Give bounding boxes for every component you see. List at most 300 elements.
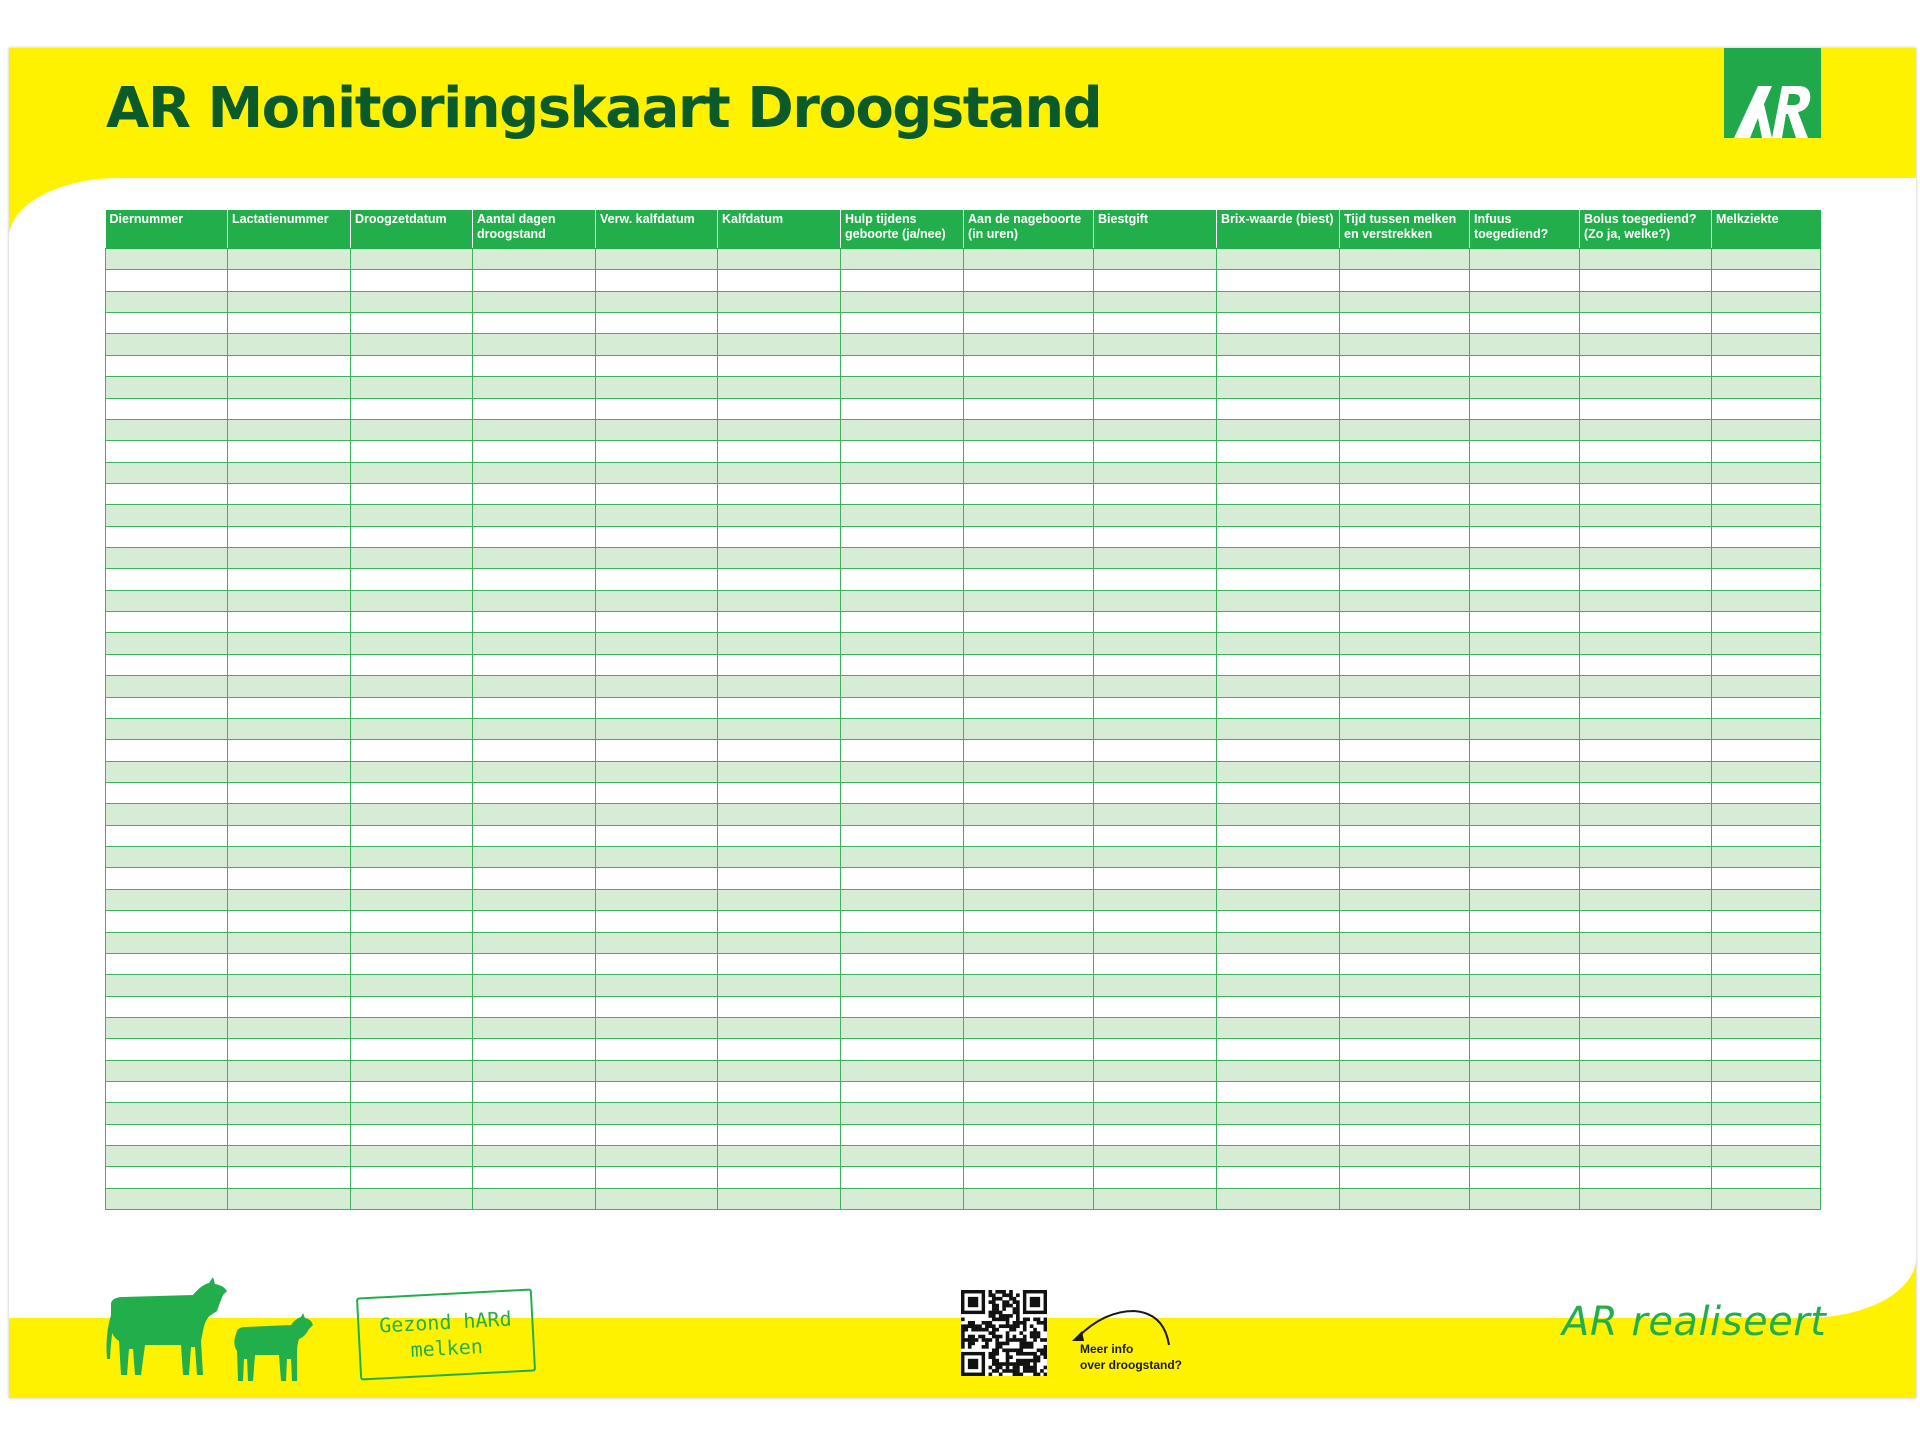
table-cell[interactable] bbox=[1712, 441, 1821, 462]
table-cell[interactable] bbox=[718, 1082, 841, 1103]
table-cell[interactable] bbox=[841, 1082, 964, 1103]
table-cell[interactable] bbox=[1580, 1124, 1712, 1145]
table-cell[interactable] bbox=[718, 932, 841, 953]
table-cell[interactable] bbox=[1470, 953, 1580, 974]
table-cell[interactable] bbox=[1470, 548, 1580, 569]
table-cell[interactable] bbox=[718, 249, 841, 270]
table-cell[interactable] bbox=[106, 1146, 228, 1167]
table-cell[interactable] bbox=[1340, 590, 1470, 611]
table-cell[interactable] bbox=[228, 249, 351, 270]
table-cell[interactable] bbox=[1094, 825, 1217, 846]
table-cell[interactable] bbox=[964, 1017, 1094, 1038]
table-cell[interactable] bbox=[473, 654, 596, 675]
table-cell[interactable] bbox=[1217, 548, 1340, 569]
table-cell[interactable] bbox=[473, 526, 596, 547]
table-cell[interactable] bbox=[228, 398, 351, 419]
table-cell[interactable] bbox=[1470, 569, 1580, 590]
table-cell[interactable] bbox=[964, 718, 1094, 739]
table-cell[interactable] bbox=[351, 462, 473, 483]
table-cell[interactable] bbox=[1712, 1017, 1821, 1038]
table-cell[interactable] bbox=[841, 1017, 964, 1038]
table-cell[interactable] bbox=[1580, 804, 1712, 825]
table-cell[interactable] bbox=[1712, 1082, 1821, 1103]
table-cell[interactable] bbox=[1470, 590, 1580, 611]
table-cell[interactable] bbox=[351, 483, 473, 504]
table-cell[interactable] bbox=[473, 462, 596, 483]
table-cell[interactable] bbox=[964, 419, 1094, 440]
table-cell[interactable] bbox=[228, 633, 351, 654]
table-cell[interactable] bbox=[1217, 676, 1340, 697]
table-cell[interactable] bbox=[106, 633, 228, 654]
table-cell[interactable] bbox=[351, 249, 473, 270]
table-cell[interactable] bbox=[351, 1146, 473, 1167]
table-cell[interactable] bbox=[718, 804, 841, 825]
table-cell[interactable] bbox=[1712, 654, 1821, 675]
table-cell[interactable] bbox=[718, 483, 841, 504]
table-cell[interactable] bbox=[351, 1103, 473, 1124]
table-cell[interactable] bbox=[1580, 932, 1712, 953]
table-cell[interactable] bbox=[1712, 804, 1821, 825]
table-cell[interactable] bbox=[473, 1124, 596, 1145]
table-cell[interactable] bbox=[106, 441, 228, 462]
table-cell[interactable] bbox=[1470, 270, 1580, 291]
table-cell[interactable] bbox=[1217, 590, 1340, 611]
table-cell[interactable] bbox=[1340, 441, 1470, 462]
table-cell[interactable] bbox=[1094, 398, 1217, 419]
table-cell[interactable] bbox=[1580, 761, 1712, 782]
table-cell[interactable] bbox=[351, 1124, 473, 1145]
table-cell[interactable] bbox=[596, 590, 718, 611]
table-cell[interactable] bbox=[1712, 377, 1821, 398]
table-cell[interactable] bbox=[718, 377, 841, 398]
table-cell[interactable] bbox=[1580, 825, 1712, 846]
table-cell[interactable] bbox=[596, 932, 718, 953]
table-cell[interactable] bbox=[1340, 334, 1470, 355]
table-cell[interactable] bbox=[1712, 483, 1821, 504]
table-cell[interactable] bbox=[228, 1167, 351, 1188]
table-cell[interactable] bbox=[964, 761, 1094, 782]
table-cell[interactable] bbox=[964, 889, 1094, 910]
table-cell[interactable] bbox=[718, 355, 841, 376]
table-cell[interactable] bbox=[1470, 804, 1580, 825]
table-cell[interactable] bbox=[1712, 911, 1821, 932]
table-cell[interactable] bbox=[964, 1167, 1094, 1188]
table-cell[interactable] bbox=[351, 825, 473, 846]
table-cell[interactable] bbox=[1580, 462, 1712, 483]
table-cell[interactable] bbox=[1470, 1082, 1580, 1103]
table-cell[interactable] bbox=[841, 847, 964, 868]
table-cell[interactable] bbox=[106, 1060, 228, 1081]
table-cell[interactable] bbox=[351, 1060, 473, 1081]
table-cell[interactable] bbox=[1340, 419, 1470, 440]
table-cell[interactable] bbox=[106, 334, 228, 355]
table-cell[interactable] bbox=[106, 249, 228, 270]
table-cell[interactable] bbox=[1712, 1167, 1821, 1188]
table-cell[interactable] bbox=[1580, 334, 1712, 355]
table-cell[interactable] bbox=[1580, 996, 1712, 1017]
table-cell[interactable] bbox=[718, 334, 841, 355]
table-cell[interactable] bbox=[718, 526, 841, 547]
table-cell[interactable] bbox=[596, 526, 718, 547]
table-cell[interactable] bbox=[106, 1124, 228, 1145]
table-cell[interactable] bbox=[964, 1146, 1094, 1167]
table-cell[interactable] bbox=[106, 654, 228, 675]
table-cell[interactable] bbox=[1712, 1103, 1821, 1124]
table-cell[interactable] bbox=[1712, 932, 1821, 953]
table-cell[interactable] bbox=[1470, 911, 1580, 932]
table-cell[interactable] bbox=[351, 740, 473, 761]
table-cell[interactable] bbox=[841, 996, 964, 1017]
table-cell[interactable] bbox=[1094, 313, 1217, 334]
table-cell[interactable] bbox=[596, 1060, 718, 1081]
table-cell[interactable] bbox=[473, 377, 596, 398]
table-cell[interactable] bbox=[351, 697, 473, 718]
table-cell[interactable] bbox=[106, 505, 228, 526]
table-cell[interactable] bbox=[841, 975, 964, 996]
table-cell[interactable] bbox=[1094, 334, 1217, 355]
table-cell[interactable] bbox=[718, 740, 841, 761]
table-cell[interactable] bbox=[718, 505, 841, 526]
table-cell[interactable] bbox=[718, 825, 841, 846]
table-cell[interactable] bbox=[1580, 590, 1712, 611]
table-cell[interactable] bbox=[473, 996, 596, 1017]
table-cell[interactable] bbox=[718, 1146, 841, 1167]
table-cell[interactable] bbox=[106, 676, 228, 697]
table-cell[interactable] bbox=[106, 1188, 228, 1209]
table-cell[interactable] bbox=[351, 569, 473, 590]
table-cell[interactable] bbox=[473, 804, 596, 825]
table-cell[interactable] bbox=[596, 355, 718, 376]
table-cell[interactable] bbox=[1094, 612, 1217, 633]
table-cell[interactable] bbox=[841, 1103, 964, 1124]
table-cell[interactable] bbox=[228, 1188, 351, 1209]
table-cell[interactable] bbox=[1217, 825, 1340, 846]
table-cell[interactable] bbox=[1712, 975, 1821, 996]
table-cell[interactable] bbox=[351, 419, 473, 440]
table-cell[interactable] bbox=[1094, 1060, 1217, 1081]
table-cell[interactable] bbox=[1094, 847, 1217, 868]
table-cell[interactable] bbox=[1470, 1060, 1580, 1081]
table-cell[interactable] bbox=[964, 526, 1094, 547]
table-cell[interactable] bbox=[1712, 676, 1821, 697]
table-cell[interactable] bbox=[841, 548, 964, 569]
table-cell[interactable] bbox=[841, 483, 964, 504]
table-cell[interactable] bbox=[473, 718, 596, 739]
table-cell[interactable] bbox=[228, 975, 351, 996]
table-cell[interactable] bbox=[1712, 526, 1821, 547]
table-cell[interactable] bbox=[841, 1039, 964, 1060]
table-cell[interactable] bbox=[1580, 419, 1712, 440]
table-cell[interactable] bbox=[1712, 761, 1821, 782]
table-cell[interactable] bbox=[1580, 270, 1712, 291]
table-cell[interactable] bbox=[841, 398, 964, 419]
table-cell[interactable] bbox=[1217, 291, 1340, 312]
table-cell[interactable] bbox=[473, 398, 596, 419]
table-cell[interactable] bbox=[1580, 911, 1712, 932]
table-cell[interactable] bbox=[1340, 1039, 1470, 1060]
table-cell[interactable] bbox=[1340, 355, 1470, 376]
table-cell[interactable] bbox=[1094, 718, 1217, 739]
table-cell[interactable] bbox=[106, 548, 228, 569]
table-cell[interactable] bbox=[841, 718, 964, 739]
table-cell[interactable] bbox=[596, 697, 718, 718]
table-cell[interactable] bbox=[1712, 740, 1821, 761]
table-cell[interactable] bbox=[106, 419, 228, 440]
table-cell[interactable] bbox=[1470, 1146, 1580, 1167]
table-cell[interactable] bbox=[1580, 782, 1712, 803]
table-cell[interactable] bbox=[473, 1103, 596, 1124]
table-cell[interactable] bbox=[351, 654, 473, 675]
table-cell[interactable] bbox=[351, 1017, 473, 1038]
table-cell[interactable] bbox=[473, 1146, 596, 1167]
table-cell[interactable] bbox=[1712, 718, 1821, 739]
table-cell[interactable] bbox=[1470, 740, 1580, 761]
table-cell[interactable] bbox=[1340, 505, 1470, 526]
table-cell[interactable] bbox=[351, 505, 473, 526]
table-cell[interactable] bbox=[841, 889, 964, 910]
table-cell[interactable] bbox=[351, 889, 473, 910]
table-cell[interactable] bbox=[473, 740, 596, 761]
table-cell[interactable] bbox=[1094, 911, 1217, 932]
table-cell[interactable] bbox=[1340, 932, 1470, 953]
table-cell[interactable] bbox=[964, 505, 1094, 526]
table-cell[interactable] bbox=[1580, 1146, 1712, 1167]
table-cell[interactable] bbox=[473, 612, 596, 633]
table-cell[interactable] bbox=[718, 1039, 841, 1060]
table-cell[interactable] bbox=[106, 590, 228, 611]
table-cell[interactable] bbox=[228, 548, 351, 569]
table-cell[interactable] bbox=[596, 483, 718, 504]
table-cell[interactable] bbox=[718, 548, 841, 569]
table-cell[interactable] bbox=[473, 355, 596, 376]
table-cell[interactable] bbox=[1217, 1017, 1340, 1038]
table-cell[interactable] bbox=[351, 996, 473, 1017]
table-cell[interactable] bbox=[1470, 419, 1580, 440]
table-cell[interactable] bbox=[964, 1039, 1094, 1060]
table-cell[interactable] bbox=[1470, 825, 1580, 846]
table-cell[interactable] bbox=[473, 761, 596, 782]
table-cell[interactable] bbox=[964, 270, 1094, 291]
table-cell[interactable] bbox=[228, 953, 351, 974]
table-cell[interactable] bbox=[964, 1082, 1094, 1103]
table-cell[interactable] bbox=[1712, 590, 1821, 611]
table-cell[interactable] bbox=[1340, 676, 1470, 697]
table-cell[interactable] bbox=[1712, 1146, 1821, 1167]
table-cell[interactable] bbox=[1580, 483, 1712, 504]
table-cell[interactable] bbox=[106, 291, 228, 312]
table-cell[interactable] bbox=[596, 761, 718, 782]
table-cell[interactable] bbox=[1340, 249, 1470, 270]
table-cell[interactable] bbox=[964, 612, 1094, 633]
table-cell[interactable] bbox=[1094, 505, 1217, 526]
table-cell[interactable] bbox=[106, 996, 228, 1017]
table-cell[interactable] bbox=[1094, 761, 1217, 782]
table-cell[interactable] bbox=[473, 548, 596, 569]
table-cell[interactable] bbox=[1340, 1017, 1470, 1038]
table-cell[interactable] bbox=[1340, 313, 1470, 334]
table-cell[interactable] bbox=[106, 1039, 228, 1060]
table-cell[interactable] bbox=[1217, 847, 1340, 868]
table-cell[interactable] bbox=[1712, 569, 1821, 590]
table-cell[interactable] bbox=[351, 1039, 473, 1060]
table-cell[interactable] bbox=[1094, 953, 1217, 974]
table-cell[interactable] bbox=[718, 590, 841, 611]
table-cell[interactable] bbox=[596, 953, 718, 974]
table-cell[interactable] bbox=[1470, 377, 1580, 398]
table-cell[interactable] bbox=[1340, 1060, 1470, 1081]
table-cell[interactable] bbox=[596, 548, 718, 569]
table-cell[interactable] bbox=[1712, 1039, 1821, 1060]
table-cell[interactable] bbox=[228, 889, 351, 910]
table-cell[interactable] bbox=[1580, 355, 1712, 376]
table-cell[interactable] bbox=[1217, 654, 1340, 675]
table-cell[interactable] bbox=[1340, 889, 1470, 910]
table-cell[interactable] bbox=[596, 1039, 718, 1060]
table-cell[interactable] bbox=[228, 377, 351, 398]
table-cell[interactable] bbox=[1470, 847, 1580, 868]
table-cell[interactable] bbox=[351, 313, 473, 334]
table-cell[interactable] bbox=[596, 911, 718, 932]
table-cell[interactable] bbox=[228, 740, 351, 761]
table-cell[interactable] bbox=[1094, 676, 1217, 697]
table-cell[interactable] bbox=[1217, 740, 1340, 761]
table-cell[interactable] bbox=[1094, 355, 1217, 376]
table-cell[interactable] bbox=[841, 526, 964, 547]
table-cell[interactable] bbox=[1470, 1039, 1580, 1060]
table-cell[interactable] bbox=[1217, 868, 1340, 889]
table-cell[interactable] bbox=[1094, 932, 1217, 953]
table-cell[interactable] bbox=[228, 1146, 351, 1167]
table-cell[interactable] bbox=[718, 761, 841, 782]
table-cell[interactable] bbox=[1712, 355, 1821, 376]
table-cell[interactable] bbox=[473, 911, 596, 932]
table-cell[interactable] bbox=[1580, 398, 1712, 419]
table-cell[interactable] bbox=[718, 911, 841, 932]
table-cell[interactable] bbox=[351, 782, 473, 803]
table-cell[interactable] bbox=[1094, 1103, 1217, 1124]
table-cell[interactable] bbox=[1340, 718, 1470, 739]
table-cell[interactable] bbox=[228, 804, 351, 825]
table-cell[interactable] bbox=[1340, 398, 1470, 419]
table-cell[interactable] bbox=[1470, 996, 1580, 1017]
table-cell[interactable] bbox=[1712, 612, 1821, 633]
table-cell[interactable] bbox=[596, 975, 718, 996]
table-cell[interactable] bbox=[351, 1082, 473, 1103]
table-cell[interactable] bbox=[596, 782, 718, 803]
table-cell[interactable] bbox=[841, 1060, 964, 1081]
table-cell[interactable] bbox=[1470, 612, 1580, 633]
table-cell[interactable] bbox=[1094, 569, 1217, 590]
table-cell[interactable] bbox=[228, 441, 351, 462]
table-cell[interactable] bbox=[964, 590, 1094, 611]
table-cell[interactable] bbox=[1340, 633, 1470, 654]
table-cell[interactable] bbox=[1217, 975, 1340, 996]
table-cell[interactable] bbox=[718, 1188, 841, 1209]
table-cell[interactable] bbox=[1217, 526, 1340, 547]
table-cell[interactable] bbox=[718, 612, 841, 633]
table-cell[interactable] bbox=[1470, 697, 1580, 718]
table-cell[interactable] bbox=[1340, 697, 1470, 718]
table-cell[interactable] bbox=[1094, 804, 1217, 825]
table-cell[interactable] bbox=[473, 953, 596, 974]
table-cell[interactable] bbox=[596, 889, 718, 910]
table-cell[interactable] bbox=[1470, 505, 1580, 526]
table-cell[interactable] bbox=[1094, 483, 1217, 504]
table-cell[interactable] bbox=[1340, 975, 1470, 996]
table-cell[interactable] bbox=[351, 868, 473, 889]
table-cell[interactable] bbox=[1094, 419, 1217, 440]
table-cell[interactable] bbox=[841, 270, 964, 291]
table-cell[interactable] bbox=[841, 782, 964, 803]
table-cell[interactable] bbox=[228, 590, 351, 611]
table-cell[interactable] bbox=[718, 398, 841, 419]
table-cell[interactable] bbox=[1340, 868, 1470, 889]
table-cell[interactable] bbox=[718, 847, 841, 868]
table-cell[interactable] bbox=[1340, 569, 1470, 590]
table-cell[interactable] bbox=[106, 847, 228, 868]
table-cell[interactable] bbox=[1340, 462, 1470, 483]
table-cell[interactable] bbox=[718, 270, 841, 291]
table-cell[interactable] bbox=[841, 761, 964, 782]
table-cell[interactable] bbox=[473, 291, 596, 312]
table-cell[interactable] bbox=[473, 1167, 596, 1188]
table-cell[interactable] bbox=[228, 761, 351, 782]
table-cell[interactable] bbox=[228, 1017, 351, 1038]
table-cell[interactable] bbox=[1340, 377, 1470, 398]
table-cell[interactable] bbox=[1217, 633, 1340, 654]
table-cell[interactable] bbox=[1340, 270, 1470, 291]
table-cell[interactable] bbox=[106, 804, 228, 825]
table-cell[interactable] bbox=[1580, 740, 1712, 761]
table-cell[interactable] bbox=[1340, 847, 1470, 868]
table-cell[interactable] bbox=[596, 633, 718, 654]
table-cell[interactable] bbox=[1217, 249, 1340, 270]
table-cell[interactable] bbox=[964, 847, 1094, 868]
table-cell[interactable] bbox=[1470, 654, 1580, 675]
table-cell[interactable] bbox=[1712, 548, 1821, 569]
table-cell[interactable] bbox=[351, 526, 473, 547]
table-cell[interactable] bbox=[718, 419, 841, 440]
table-cell[interactable] bbox=[964, 996, 1094, 1017]
table-cell[interactable] bbox=[1580, 676, 1712, 697]
table-cell[interactable] bbox=[473, 419, 596, 440]
table-cell[interactable] bbox=[596, 1167, 718, 1188]
table-cell[interactable] bbox=[1217, 1039, 1340, 1060]
table-cell[interactable] bbox=[964, 249, 1094, 270]
table-cell[interactable] bbox=[351, 718, 473, 739]
table-cell[interactable] bbox=[1340, 1103, 1470, 1124]
table-cell[interactable] bbox=[1712, 782, 1821, 803]
table-cell[interactable] bbox=[1580, 654, 1712, 675]
table-cell[interactable] bbox=[106, 612, 228, 633]
table-cell[interactable] bbox=[1217, 996, 1340, 1017]
table-cell[interactable] bbox=[1712, 291, 1821, 312]
table-cell[interactable] bbox=[1094, 868, 1217, 889]
table-cell[interactable] bbox=[228, 1039, 351, 1060]
table-cell[interactable] bbox=[1094, 1167, 1217, 1188]
table-cell[interactable] bbox=[964, 291, 1094, 312]
table-cell[interactable] bbox=[1470, 1167, 1580, 1188]
table-cell[interactable] bbox=[964, 1060, 1094, 1081]
table-cell[interactable] bbox=[1094, 526, 1217, 547]
table-cell[interactable] bbox=[1340, 782, 1470, 803]
table-cell[interactable] bbox=[1340, 996, 1470, 1017]
table-cell[interactable] bbox=[1217, 569, 1340, 590]
table-cell[interactable] bbox=[473, 825, 596, 846]
table-cell[interactable] bbox=[1217, 932, 1340, 953]
table-cell[interactable] bbox=[841, 676, 964, 697]
table-cell[interactable] bbox=[964, 697, 1094, 718]
